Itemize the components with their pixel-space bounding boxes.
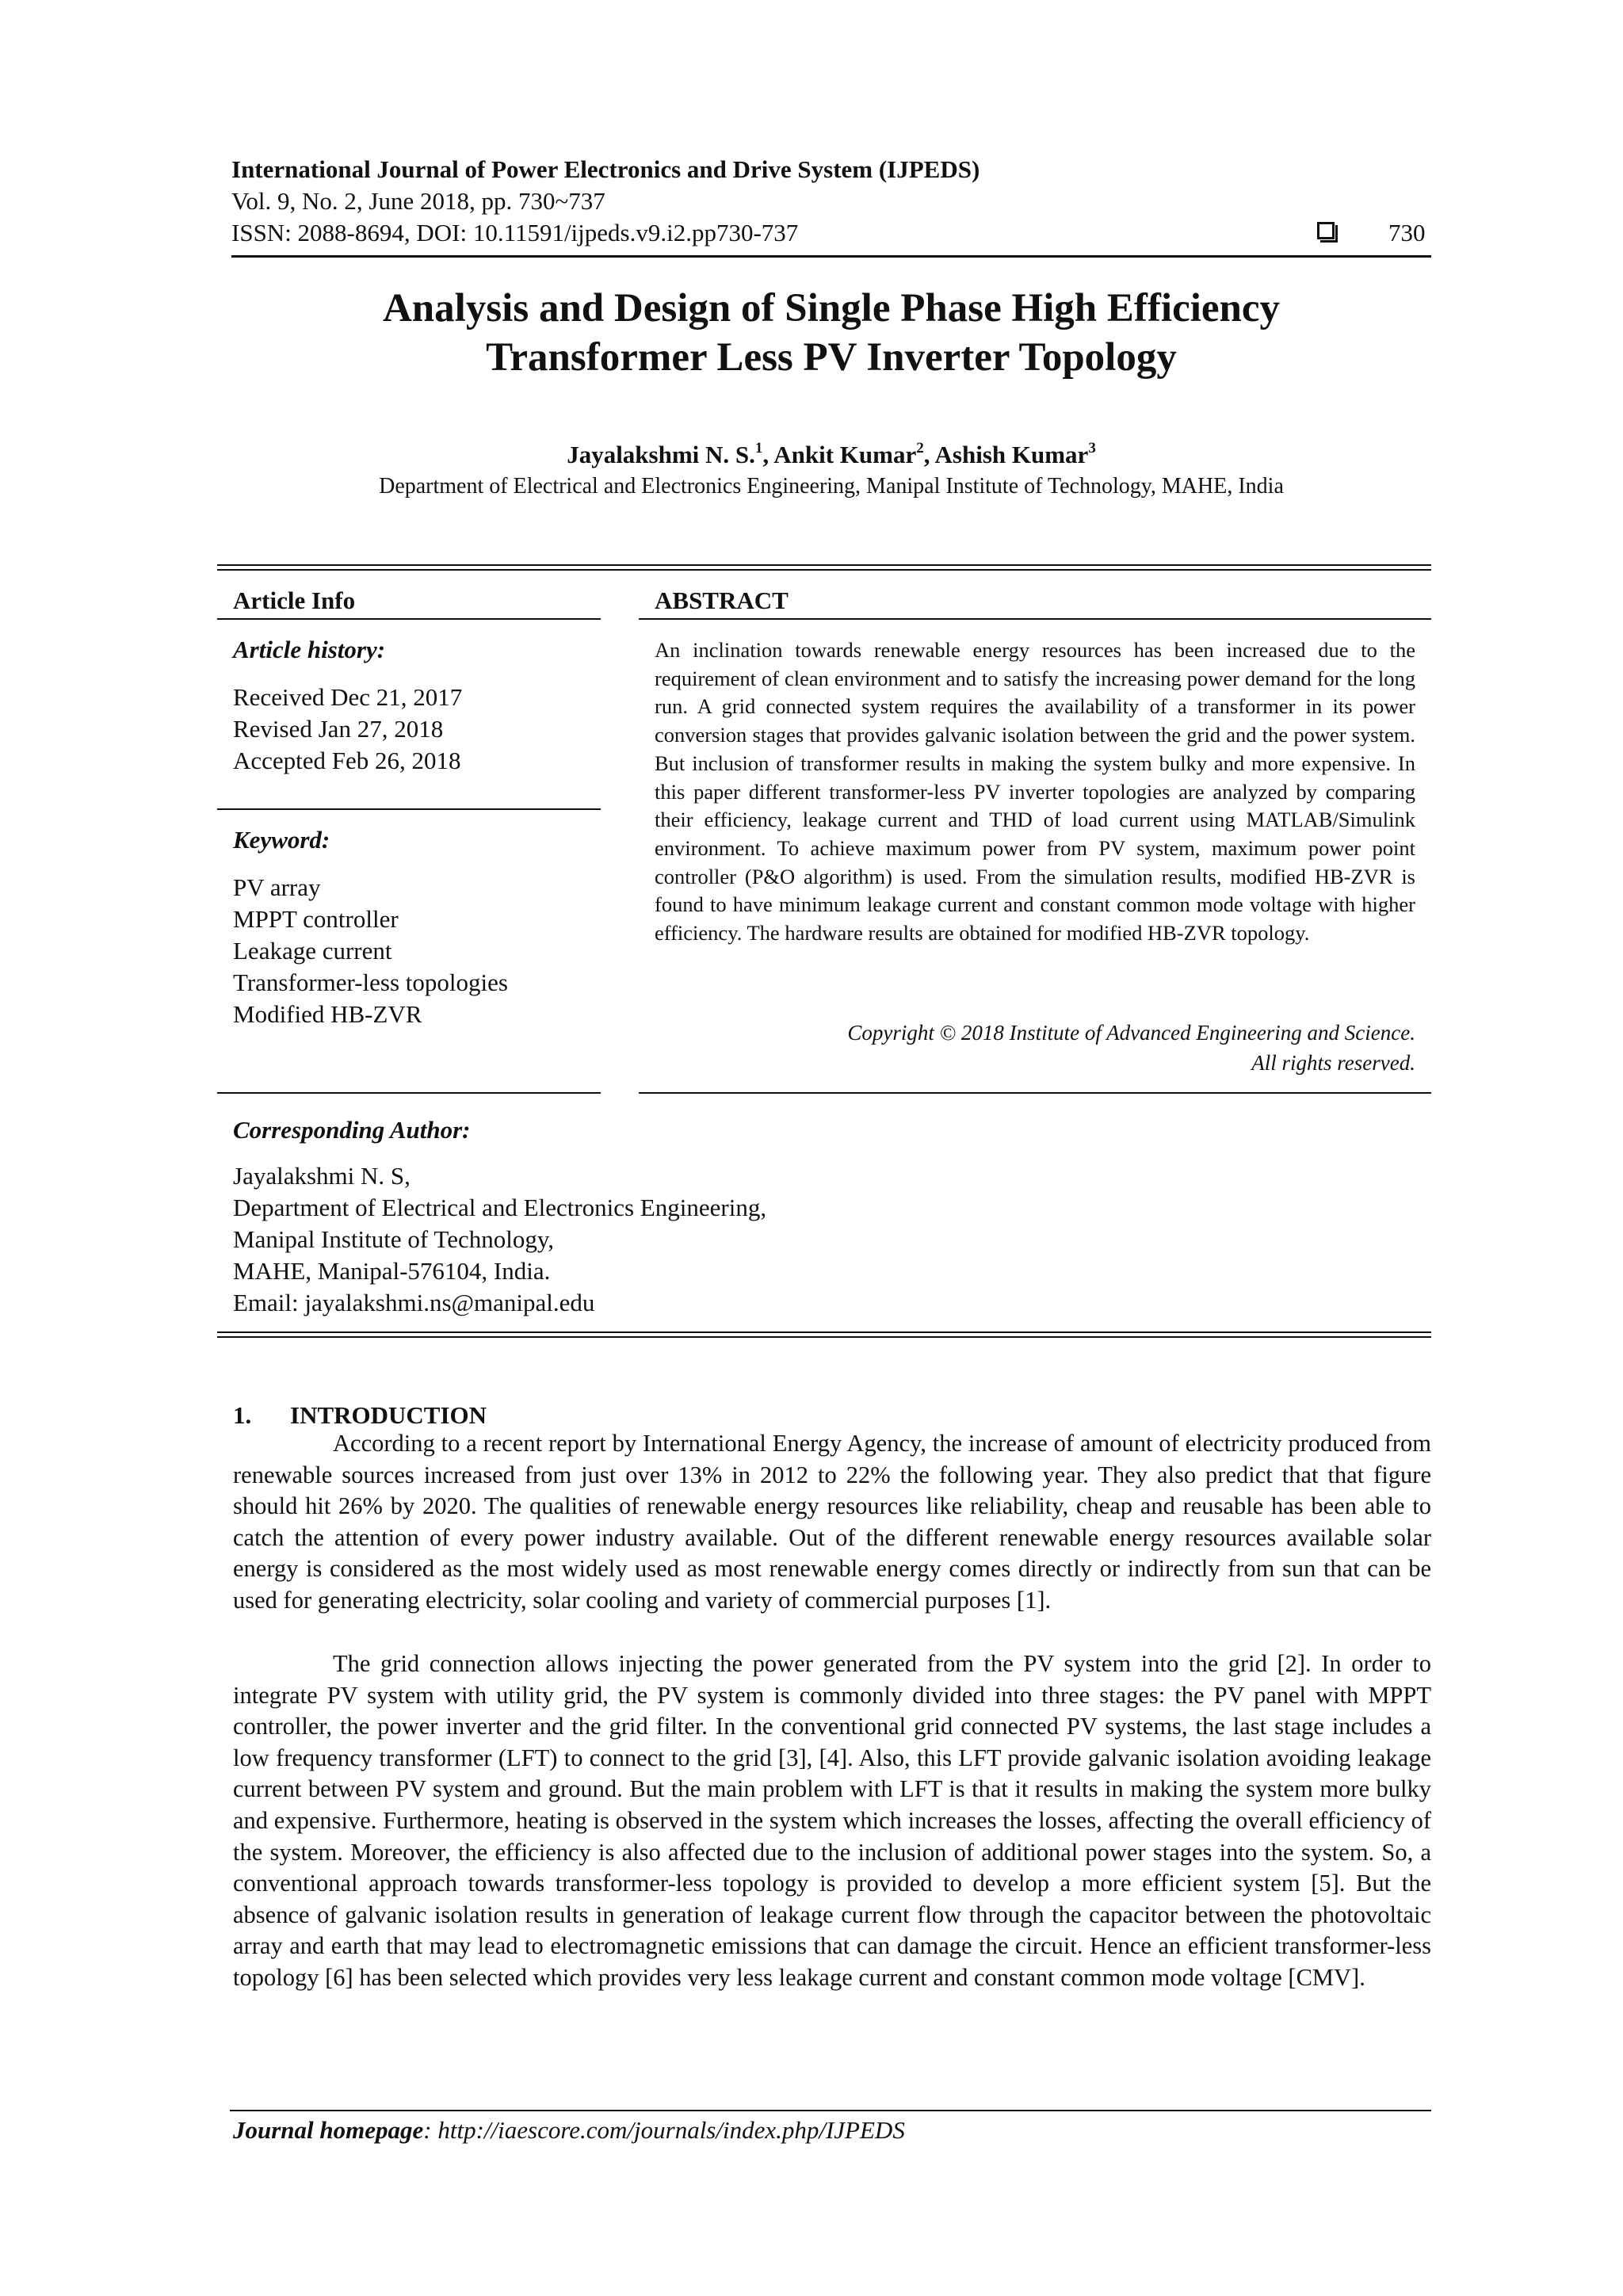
section-rule	[217, 1331, 1431, 1333]
author-name: Jayalakshmi N. S.	[567, 441, 755, 468]
body-paragraph: The grid connection allows injecting the power generated from the PV system into the grid [2]. In order to integrate PV system with utility grid, the PV system is commonly divided into three stages: the PV panel with MPPT controller, the power inverter and the grid filter. In the conventional grid connected PV systems, the last stage includes a low frequency transformer (LFT) to connect to the grid [3], [4]. Also, this LFT provide galvanic isolation avoiding leakage current between PV system and ground. But the main problem with LFT is that it results in making the system more bulky and expensive. Furthermore, heating is observed in the system which increases the losses, affecting the overall efficiency of the system. Moreover, the efficiency is also affected due to the inclusion of additional power stages into the system. So, a conventional approach towards transformer-less topology is provided to develop a more efficient system [5]. But the absence of galvanic isolation results in generation of leakage current flow through the capacitor between the photovoltaic array and earth that may lead to electromagnetic emissions that can damage the circuit. Hence an efficient transformer-less topology [6] has been selected which provides very less leakage current and constant common mode voltage [CMV].	[233, 1650, 1431, 1991]
section-heading	[233, 1401, 487, 1430]
volume-line: Vol. 9, No. 2, June 2018, pp. 730~737	[231, 187, 605, 215]
keyword-item: MPPT controller	[233, 905, 399, 933]
history-revised: Revised Jan 27, 2018	[233, 715, 444, 743]
header-rule	[231, 255, 1431, 258]
journal-homepage	[233, 2116, 905, 2145]
author-name: Ankit Kumar	[773, 441, 917, 468]
homepage-separator: :	[423, 2116, 438, 2144]
section-rule	[217, 564, 1431, 566]
section-rule	[217, 569, 1431, 571]
section-number: 1.	[233, 1401, 252, 1429]
body-paragraph: According to a recent report by International Energy Agency, the increase of amount of electricity produced from renewable sources increased from just over 13% in 2012 to 22% the following year. They also predict that that figure should hit 26% by 2020. The qualities of renewable energy resources like reliability, cheap and reusable has been able to catch the attention of every power industry available. Out of the different renewable energy resources available solar energy is considered as the most widely used as most renewable energy comes directly or indirectly from sun that can be used for generating electricity, solar cooling and variety of commercial purposes [1].	[233, 1430, 1431, 1614]
paper-title-line-2: Transformer Less PV Inverter Topology	[486, 335, 1177, 380]
keyword-item: PV array	[233, 873, 321, 901]
keyword-item: Modified HB-ZVR	[233, 1000, 422, 1028]
column-rule	[217, 808, 601, 810]
article-history-heading: Article history:	[233, 636, 386, 663]
corresponding-author-line: Department of Electrical and Electronics Engineering,	[233, 1194, 767, 1221]
corresponding-author-heading: Corresponding Author:	[233, 1116, 471, 1144]
keyword-item: Leakage current	[233, 937, 392, 965]
author-affiliation-mark: 1	[754, 440, 763, 457]
homepage-link[interactable]: http://iaescore.com/journals/index.php/IJPEDS	[437, 2116, 905, 2144]
checkbox-icon	[1317, 222, 1335, 239]
journal-name: International Journal of Power Electronics and Drive System (IJPEDS)	[231, 155, 980, 183]
article-info-heading: Article Info	[233, 586, 356, 614]
corresponding-author-line: Manipal Institute of Technology,	[233, 1225, 555, 1253]
author-name: Ashish Kumar	[934, 441, 1089, 468]
rights-reserved: All rights reserved.	[1251, 1051, 1415, 1075]
footer-rule	[230, 2110, 1431, 2111]
author-affiliation-mark: 3	[1088, 440, 1096, 457]
author-list: Jayalakshmi N. S.$^1$, Ankit Kumar$^2$, Ashish Kumar$^3$	[567, 440, 1096, 468]
column-rule	[217, 618, 601, 620]
history-received: Received Dec 21, 2017	[233, 683, 463, 711]
page-number: 730	[1388, 219, 1426, 246]
copyright-notice: Copyright © 2018 Institute of Advanced Engineering and Science.	[847, 1021, 1415, 1045]
author-affiliation-mark: 2	[916, 440, 924, 457]
abstract-heading: ABSTRACT	[655, 586, 789, 614]
abstract-body: An inclination towards renewable energy resources has been increased due to the requirement of clean environment and to satisfy the increasing power demand for the long run. A grid connected system requires the availability of a transformer in its power conversion stages that provides galvanic isolation between the grid and the power system. But inclusion of transformer results in making the system bulky and more expensive. In this paper different transformer-less PV inverter topologies are analyzed by comparing their efficiency, leakage current and THD of load current using MATLAB/Simulink environment. To achieve maximum power from PV system, maximum power point controller (P&O algorithm) is used. From the simulation results, modified HB-ZVR is found to have minimum leakage current and constant common mode voltage with higher efficiency. The hardware results are obtained for modified HB-ZVR topology.	[655, 638, 1415, 946]
affiliation: Department of Electrical and Electronics Engineering, Manipal Institute of Technology, MAHE, India	[379, 474, 1284, 499]
history-accepted: Accepted Feb 26, 2018	[233, 747, 461, 774]
keyword-heading: Keyword:	[233, 826, 330, 854]
column-rule	[217, 1092, 601, 1094]
corresponding-author-email[interactable]: Email: jayalakshmi.ns@manipal.edu	[233, 1289, 595, 1316]
column-rule	[639, 618, 1431, 620]
corresponding-author-line: Jayalakshmi N. S,	[233, 1162, 411, 1190]
issn-doi-line: ISSN: 2088-8694, DOI: 10.11591/ijpeds.v9.i2.pp730-737	[231, 219, 799, 246]
section-rule	[217, 1336, 1431, 1338]
paper-title-line-1: Analysis and Design of Single Phase High Efficiency	[382, 286, 1281, 330]
column-rule	[639, 1092, 1431, 1094]
corresponding-author-line: MAHE, Manipal-576104, India.	[233, 1257, 551, 1285]
section-title: INTRODUCTION	[290, 1401, 487, 1429]
homepage-label: Journal homepage	[233, 2116, 424, 2144]
keyword-item: Transformer-less topologies	[233, 968, 508, 996]
